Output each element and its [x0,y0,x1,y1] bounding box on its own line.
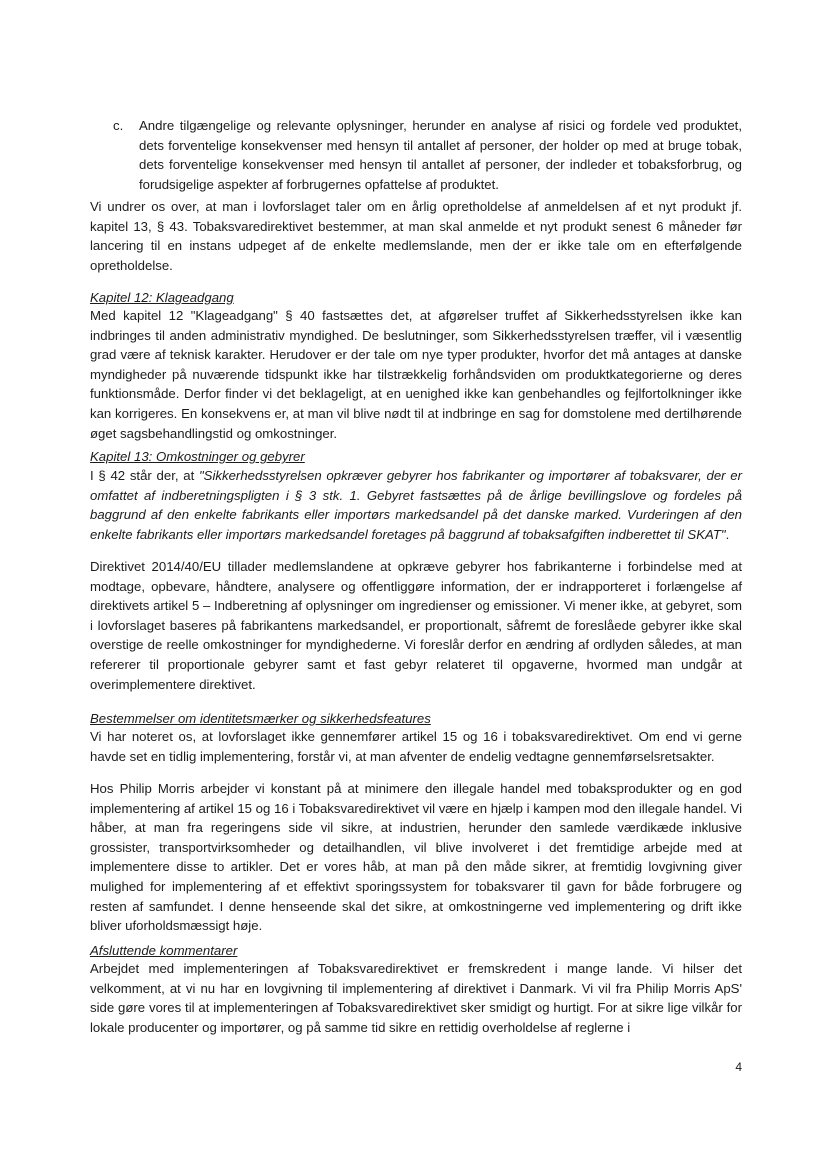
section-heading-klageadgang: Kapitel 12: Klageadgang [90,290,234,305]
page-number: 4 [735,1060,742,1074]
paragraph-afsluttende: Arbejdet med implementeringen af Tobaksvaredirektivet er fremskredent i mange lande. Vi hilser det velkomment, at vi nu har en lovgivning til implementering af direktivet i Danmark. Vi vil fra Philip Morris ApS' side gøre vores til at implementeringen af Tobaksvaredirektivet sker smidigt og hurtigt. For at sikre lige vilkår for lokale producenter og importører, og på samme tid sikre en rettidig overholdelse af reglerne i [90,961,742,1035]
paragraph-identitetsmaerker: Vi har noteret os, at lovforslaget ikke gennemfører artikel 15 og 16 i tobaksvaredirektivet. Om end vi gerne havde set en tidlig implementering, forstår vi, at man afventer de endelig vedtagne gennemførselsretsakter. [90,729,742,764]
section-heading-omkostninger: Kapitel 13: Omkostninger og gebyrer [90,449,305,464]
paragraph-klageadgang: Med kapitel 12 "Klageadgang" § 40 fastsættes det, at afgørelser truffet af Sikkerhedsstyrelsen ikke kan indbringes til anden administrativ myndighed. De beslutninger, som Sikkerhedsstyrelsen træffer, vil i væsentlig grad være af teknisk karakter. Herudover er der tale om nye typer produkter, hvorfor det må antages at danske myndigheder på nuværende tidspunkt ikke har tilstrækkelig forhåndsviden om produktkategorierne og deres funktionsmåde. Derfor finder vi det beklageligt, at en uenighed ikke kan genbehandles og fejlfortolkninger ikke kan korrigeres. En konsekvens er, at man vil blive nødt til at indbringe en sag for domstolene med dertilhørende øget sagsbehandlingstid og omkostninger. [90,308,742,441]
list-item-text: Andre tilgængelige og relevante oplysninger, herunder en analyse af risici og fordele ved produktet, dets forventelige konsekvenser med hensyn til antallet af personer, der holder op med at bruge tobak, dets forventelige konsekvenser med hensyn til antallet af personer, der indleder et tobaksforbrug, og forudsigelige aspekter af forbrugernes opfattelse af produktet. [139,118,742,192]
paragraph-intro: I § 42 står der, at [90,468,199,483]
paragraph-philip-morris: Hos Philip Morris arbejder vi konstant på at minimere den illegale handel med tobaksprodukter og en god implementering af artikel 15 og 16 i Tobaksvaredirektivet vil være en hjælp i kampen mod den illegale handel. Vi håber, at man fra regeringens side vil sikre, at industrien, herunder den samlede værdikæde inklusive grossister, transportvirksomheder og detailhandlen, vil blive involveret i det fremtidige arbejde med at implementere disse to artikler. Det er vores håb, at man på den måde sikrer, at fremtidig lovgivning giver mulighed for implementering af et effektivt sporingssystem for tobaksvarer til gavn for både forbrugere og resten af samfundet. I denne henseende skal det sikre, at omkostningerne ved implementering og drift ikke bliver uforholdsmæssigt høje. [90,781,742,934]
list-item-label: c. [113,118,124,133]
paragraph-end: . [725,526,730,542]
paragraph-omkostninger [90,466,742,544]
paragraph-anmeldelse: Vi undrer os over, at man i lovforslaget taler om en årlig opretholdelse af anmeldelsen af et nyt produkt jf. kapitel 13, § 43. Tobaksvaredirektivet bestemmer, at man skal anmelde et nyt produkt senest 6 måneder før lancering til en instans udpeget af de enkelte medlemslande, men der er ikke tale om en efterfølgende opretholdelse. [90,199,742,273]
section-heading-afsluttende: Afsluttende kommentarer [90,943,238,958]
list-item-c [113,116,742,194]
paragraph-direktiv: Direktivet 2014/40/EU tillader medlemslandene at opkræve gebyrer hos fabrikanterne i forbindelse med at modtage, opbevare, håndtere, analysere og offentliggøre information, der er indrapporteret i forlængelse af direktivets artikel 5 – Indberetning af oplysninger om ingredienser og emissioner. Vi mener ikke, at gebyret, som i lovforslaget baseres på fabrikantens markedsandel, er proportionalt, såfremt de foreslåede gebyrer ikke skal overstige de reelle omkostninger for myndighederne. Vi foreslår derfor en ændring af ordlyden således, at man refererer til proportionale gebyrer samt et fast gebyr relateret til opgaverne, hvormed man undgår at overimplementere direktivet. [90,559,742,692]
section-heading-identitetsmaerker: Bestemmelser om identitetsmærker og sikkerhedsfeatures [90,711,431,726]
law-quote: "Sikkerhedsstyrelsen opkræver gebyrer hos fabrikanter og importører af tobaksvarer, der er omfattet af indberetningspligten i § 3 stk. 1. Gebyret fastsættes på de årlige bevillingslove og fordeles på baggrund af den enkelte fabrikants eller importørs markedsandel på det danske marked. Vurderingen af den enkelte fabrikants eller importørs markedsandel foretages på baggrund af tobaksafgiften indberettet til SKAT" [90,468,743,542]
